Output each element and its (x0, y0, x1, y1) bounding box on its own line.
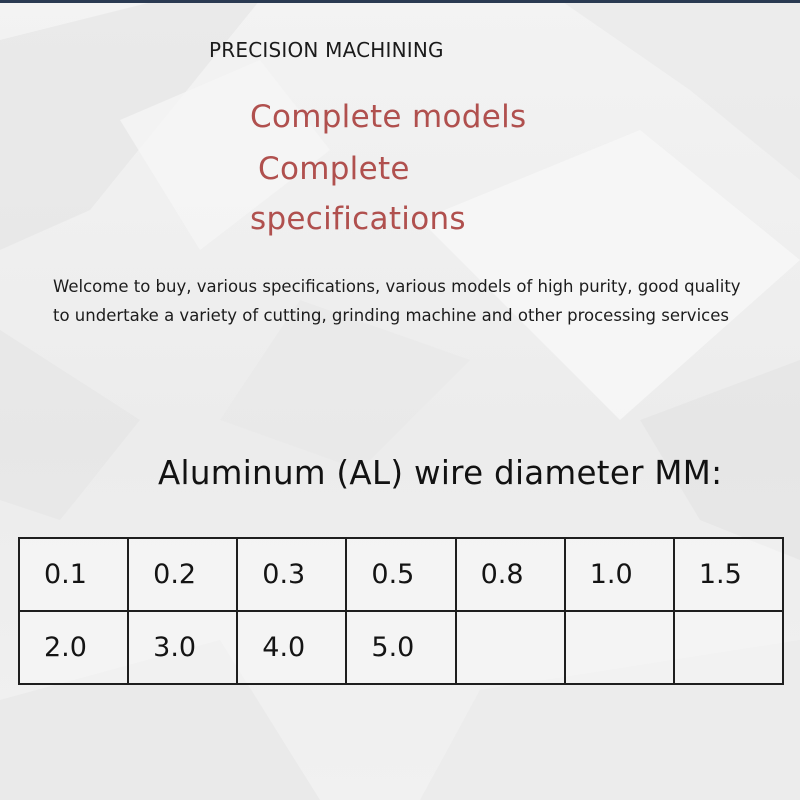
tagline-line-1: Complete models (250, 99, 527, 135)
table-cell (674, 611, 783, 684)
table-cell: 2.0 (19, 611, 128, 684)
intro-text: Welcome to buy, various specifications, various models of high purity, good quality to undertake a variety of cutting, grinding machine and other processing services (53, 277, 741, 325)
table-cell: 1.0 (565, 538, 674, 611)
table-cell: 0.1 (19, 538, 128, 611)
table-row (19, 538, 783, 611)
table-cell: 0.5 (346, 538, 455, 611)
table-cell: 0.3 (237, 538, 346, 611)
tagline-line-2: Complete (258, 151, 410, 187)
table-row (19, 611, 783, 684)
tagline-line-3: specifications (250, 201, 466, 237)
diameter-table (18, 537, 784, 685)
table-cell: 5.0 (346, 611, 455, 684)
table-cell: 0.2 (128, 538, 237, 611)
table-cell: 0.8 (456, 538, 565, 611)
page-heading: PRECISION MACHINING (209, 38, 444, 62)
table-cell: 4.0 (237, 611, 346, 684)
table-cell (565, 611, 674, 684)
top-border (0, 0, 800, 3)
table-title: Aluminum (AL) wire diameter MM: (158, 454, 723, 492)
table-cell (456, 611, 565, 684)
table-cell: 3.0 (128, 611, 237, 684)
table-cell: 1.5 (674, 538, 783, 611)
